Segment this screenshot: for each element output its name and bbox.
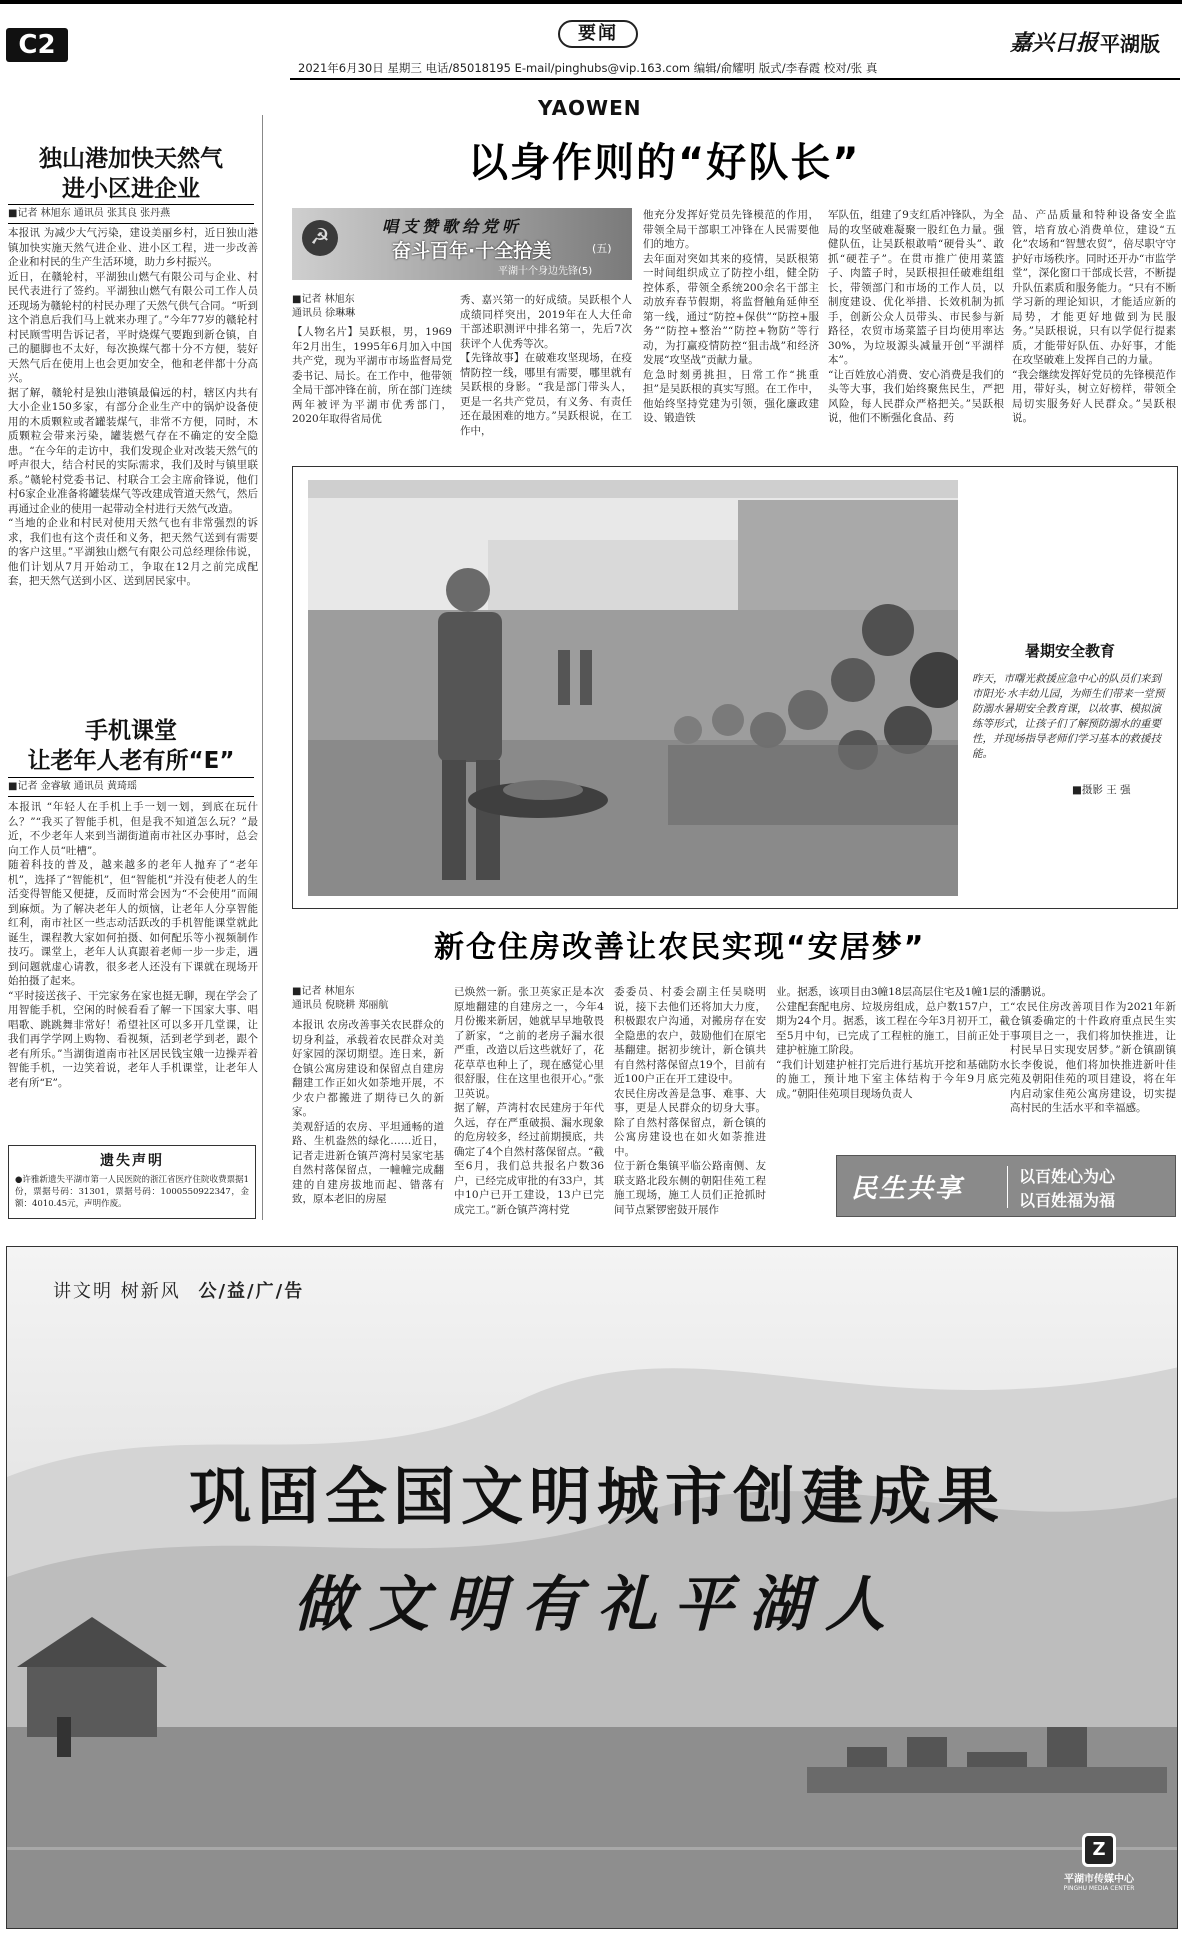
left-col-divider (262, 115, 263, 1220)
news-photo (308, 480, 958, 896)
photo-credit: ■摄影 王 强 (1072, 784, 1131, 796)
minsheng-tag-main: 民生共享 (851, 1174, 964, 1204)
feature-col-2: 秀、嘉兴第一的好成绩。吴跃根个人成绩同样突出，2019年在人大任命干部述职测评中排名第一，先后7次获评个人优秀等次。 【先锋故事】在破难攻坚现场，在疫情防控一线，哪里有需要，哪里就有吴跃根的身影。“我是部门带头人，更是一名共产党员，有义务、有责任还在最困难的地方。”吴跃根说，在工作中， (460, 294, 632, 437)
psa-banner (6, 1246, 1178, 1929)
media-center-logo-text: 平湖市传媒中心 (1064, 1874, 1134, 1885)
photo-illustration (308, 480, 958, 896)
minsheng-tag-line2: 以百姓福为福 (1019, 1191, 1116, 1210)
top-border (0, 0, 1182, 4)
notice-title: 遗失声明 (100, 1153, 164, 1169)
banner-line3: 平湖十个身边先锋(5) (498, 266, 593, 277)
media-center-logo-icon: Z (1082, 1833, 1116, 1867)
feature-title: 以身作则的“好队长” (468, 140, 861, 186)
party-emblem-icon: ☭ (302, 220, 338, 256)
article-title-line: 进小区进企业 (62, 176, 200, 202)
paper-name: 嘉兴日报 (1010, 30, 1099, 56)
housing-col-5: 潘鹏说。 “农民住房改善项目作为2021年新仓镇委确定的十件政府重点民生实事项目之一，我们将加快推进，让村民早日实现安居梦。”新仓镇副镇长李俊说，他们将加快推进新叶佳苑及朝阳佳苑的项目建设，将在年内启动家佳苑公寓房建设，切实提高村民的生活水平和幸福感。 (1010, 986, 1176, 1114)
article-byline: ■记者 林旭东 通讯员 张其良 张丹燕 (8, 208, 171, 219)
masthead-rule (290, 78, 1180, 80)
feature-col-3: 他充分发挥好党员先锋模范的作用，带领全局干部职工冲锋在人民需要他们的地方。 去年面对突如其来的疫情，吴跃根第一时间组织成立了防控小组，健全防控体系，带领全系统200余名干部主动放弃春节假期，将监督触角延伸至第一线，通过“防控+保供”“防控+服务”“防控+整治”“防控+物防”等行动，为打赢疫情防控“狙击战”和经济发展“攻坚战”贡献力量。 危急时刻勇挑担，日常工作“挑重担”是吴跃根的真实写照。在工作中，他始终坚持党建为引领，强化廉政建设、锻造铁 (643, 209, 819, 424)
housing-col-4: 业。据悉，该项目由3幢18层高层住宅及1幢1层的公建配套配电房、垃圾房组成，总户数157户，工期为24个月。据悉，该工程在今年3月初开工，截至5月中旬，已完成了工程桩的施工，目前正处于建护桩施工阶段。 “我们计划建护桩打完后进行基坑开挖和基础防水的施工，预计地下室主体结构于今年9月底完成。”朝阳佳苑项目现场负责人 (776, 986, 1010, 1100)
article-rule (8, 223, 254, 224)
photo-caption-title: 暑期安全教育 (1024, 642, 1115, 660)
housing-byline: ■记者 林旭东 通讯员 倪晓耕 郑丽航 (292, 986, 389, 1011)
feature-banner (292, 208, 632, 280)
banner-line1: 唱支赞歌给党听 (382, 217, 523, 236)
notice-body: ●许雅新遗失平湖市第一人民医院的浙江省医疗住院收费票据1份，票据号码：31301，票据号码：1000550922347，金额：4010.45元，声明作废。 (15, 1175, 249, 1209)
housing-col-3: 委委员、村委会副主任吴晓明说，接下去他们还将加大力度，积极跟农户沟通，对搬房存在安全隐患的农户，鼓励他们在原宅基翻建。据初步统计，新仓镇共有自然村落保留点19个，目前有近100户正在开工建设中。 农民住房改善是急事、难事、大事，更是人民群众的切身大事。除了自然村落保留点，新仓镇的公寓房建设也在如火如荼推进中。 位于新仓集镇平临公路南侧、友联支路北段东侧的朝阳佳苑工程施工现场，施工人员们正抢抓时间节点紧锣密鼓开展作 (614, 986, 766, 1216)
psa-header-tag: 公/益/广/告 (198, 1281, 305, 1302)
banner-line2: 奋斗百年·十全拾美 (392, 240, 552, 262)
media-center-logo-en: PINGHU MEDIA CENTER (1063, 1885, 1135, 1892)
psa-header (53, 1277, 304, 1303)
banner-number: (五) (592, 242, 612, 255)
article-body: 本报讯 为减少大气污染，建设美丽乡村，近日独山港镇加快实施天然气进企业、进小区工程，进一步改善企业和村民的生产生活环境，助力乡村振兴。 近日，在赣轮村，平湖独山燃气有限公司与企业、村民代表进行了签约。平湖独山燃气有限公司工作人员还现场为赣轮村的村民办理了天然气供气合同。“听到这个消息后我们马上就来办理了。”今年77岁的赣轮村村民顾雪明告诉记者，平时烧煤气要跑到新仓镇，自己的腿脚也不太好，每次换煤气都十分不方便，装好天然气后在使用上也会更加安全，他和老伴都十分高兴。 据了解，赣轮村是独山港镇最偏远的村，辖区内共有大小企业150多家，有部分企业生产中的锅炉设备使用的木质颗粒或者罐装煤气，非常不方便，同时，木质颗粒会带来污染，罐装燃气存在不确定的安全隐患。“在今年的走访中，我们发现企业对改装天然气的呼声很大，结合村民的实际需求，我们及时与镇里联系。”赣轮村党委书记、村联合工会主席俞锋说，他们村6家企业准备将罐装煤气等改建成管道天然气，然后再通过企业的使用一起带动全村进行天然气改造。 “当地的企业和村民对使用天然气也有非常强烈的诉求，我们也有这个责任和义务，把天然气送到有需要的客户这里。”平湖独山燃气有限公司总经理徐伟说，他们计划从7月开始动工，争取在12月之前完成配套，把天然气送到小区、送到居民家中。 (8, 227, 258, 587)
article-body: 本报讯 “年轻人在手机上手一划一划，到底在玩什么？”“我买了智能手机，但是我不知道怎么玩？”最近，不少老年人来到当湖街道南市社区办事时，总会向工作人员“吐槽”。 随着科技的普及，越来越多的老年人抛弃了“老年机”，选择了“智能机”，但“智能机”并没有使老人的生活变得智能又便捷，反而时常会因为“不会使用”而闹到麻烦。为了解决老年人的烦恼，让老年人分享智能红利，南市社区一些志动活跃改的手机智能课堂就此诞生，课程教大家如何拍摄、如何配乐等小视频制作技巧。课堂上，老年人认真跟着老师一步一步走，遇到问题就虚心请教，很多老人还没有下课就在现场开始拍摄了起来。 “平时接送孩子、干完家务在家也挺无聊，现在学会了用智能手机，空闲的时候看看了解一下国家大事、唱唱歌、跳跳舞非常好！希望社区可以多开几堂课，让我们再学学网上购物、看视频，活到老学到老，跟个老有所乐。”当湖街道南市社区居民钱宝娥一边操弄着智能手机，一边笑着说，老年人手机课堂，让老年人老有所“E”。 (8, 801, 258, 1089)
section-en: YAOWEN (538, 96, 642, 120)
article-title-line: 独山港加快天然气 (39, 146, 223, 172)
photo-caption-body: 昨天，市曙光救援应急中心的队员们来到市阳光·水丰幼儿园，为师生们带来一堂预防溺水暑期安全教育课，以故事、模拟演练等形式，让孩子们了解预防溺水的重要性，并现场指导老师们学习基本的救援技能。 (972, 673, 1165, 760)
article-title-line: 手机课堂 (85, 718, 177, 744)
housing-col-1: 本报讯 农房改善事关农民群众的切身利益，承载着农民群众对美好家园的深切期望。连日来，新仓镇公寓房建设和保留点自建房翻建工作正如火如荼地开展，不少农户都搬进了期待已久的新家。 美观舒适的农房、平坦通畅的道路、生机盎然的绿化……近日，记者走进新仓镇芦湾村吴家宅基自然村落保留点，一幢幢完成翻建的自建房拔地而起、错落有致，原本老旧的房屋 (292, 1019, 444, 1205)
dateline: 2021年6月30日 星期三 电话/85018195 E-mail/pinghubs@vip.163.com 编辑/俞耀明 版式/李春霞 校对/张 真 (298, 61, 878, 75)
housing-col-2: 已焕然一新。张卫英家正是本次原地翻建的自建房之一，今年4月份搬来新居，她就早早地敬畏了新家，“之前的老房子漏水很严重，改造以后这些就好了，花花草草也种上了，现在感觉心里很舒服，住在这里也很开心。”张卫英说。 据了解，芦湾村农民建房于年代久远，存在严重破损、漏水现象的危房较多，经过前期摸底，共确定了4个自然村落保留点。“截至6月，我们总共报名户数36户，已经完成审批的有33户，其中10户已开工建设，13户已完成完工。”新仓镇芦湾村党 (454, 986, 604, 1216)
article-rule (8, 796, 254, 797)
article-title (8, 716, 254, 776)
section-title: 要闻 (558, 20, 638, 48)
minsheng-tag-divider (1007, 1166, 1008, 1208)
feature-col-5: 品、产品质量和特种设备安全监管，培育放心消费单位，建设“五化”农场和“智慧农贸”，倍尽职守守护好市场秩序。同时还开办“市监学堂”，深化窗口干部成长营，不断提升队伍素质和服务能力。“只有不断学习新的理论知识，才能适应新的局势，才能更好地做到为民服务。”吴跃根说，只有以学促行提素质，才能带好队伍、办好事，才能在攻坚破难上发挥自己的力量。 “我会继续发挥好党员的先锋模范作用，带好头，树立好榜样，带领全局切实服务好人民群众。”吴跃根说。 (1012, 209, 1176, 424)
psa-main-slogan: 巩固全国文明城市创建成果 (188, 1460, 1005, 1533)
article-byline: ■记者 金睿敏 通讯员 黄琦瑶 (8, 781, 137, 792)
media-center-logo (1039, 1833, 1159, 1892)
article-rule (8, 777, 254, 778)
psa-sub-slogan: 做文明有礼平湖人 (293, 1570, 901, 1640)
feature-col-4: 军队伍，组建了9支红盾冲锋队，为全局的攻坚破难凝聚一股红色力量。强健队伍，让吴跃根敢啃“硬骨头”、敢抓“硬茬子”。在贯市推广使用菜篮子、肉篮子时，吴跃根担任破难组组长，带领部门和市场的工作人员，以制度建设、优化举措、长效机制为抓手，创新公众人员带头、市民参与新路径，农贸市场菜篮子目均使用率达30%，为垃圾源头减量开创“平湖样本”。 “让百姓放心消费、安心消费是我们的头等大事，我们始终聚焦民生，严把风险，每人民群众严格把关。”吴跃根说，他们不断强化食品、药 (828, 209, 1004, 424)
psa-header-slogan: 讲文明 树新风 (53, 1281, 181, 1302)
article-rule (8, 204, 254, 205)
page-number-badge: C2 (6, 28, 68, 62)
notice-box (8, 1145, 256, 1219)
minsheng-tag-line1: 以百姓心为心 (1019, 1167, 1116, 1186)
article-title (8, 144, 254, 204)
feature-byline: ■记者 林旭东 通讯员 徐琳琳 (292, 294, 356, 319)
feature-col-1: 【人物名片】吴跃根，男，1969年2月出生，1995年6月加入中国共产党，现为平湖市市场监督局党委书记、局长。在工作中，他带领全局干部冲锋在前，所在部门连续两年被评为平湖市优秀部门，2020年取得省局优 (292, 326, 452, 425)
minsheng-tag (836, 1155, 1176, 1217)
housing-title: 新仓住房改善让农民实现“安居梦” (434, 930, 926, 965)
article-title-line: 让老年人老有所“E” (27, 748, 235, 774)
edition-label: 平湖版 (1100, 32, 1160, 56)
